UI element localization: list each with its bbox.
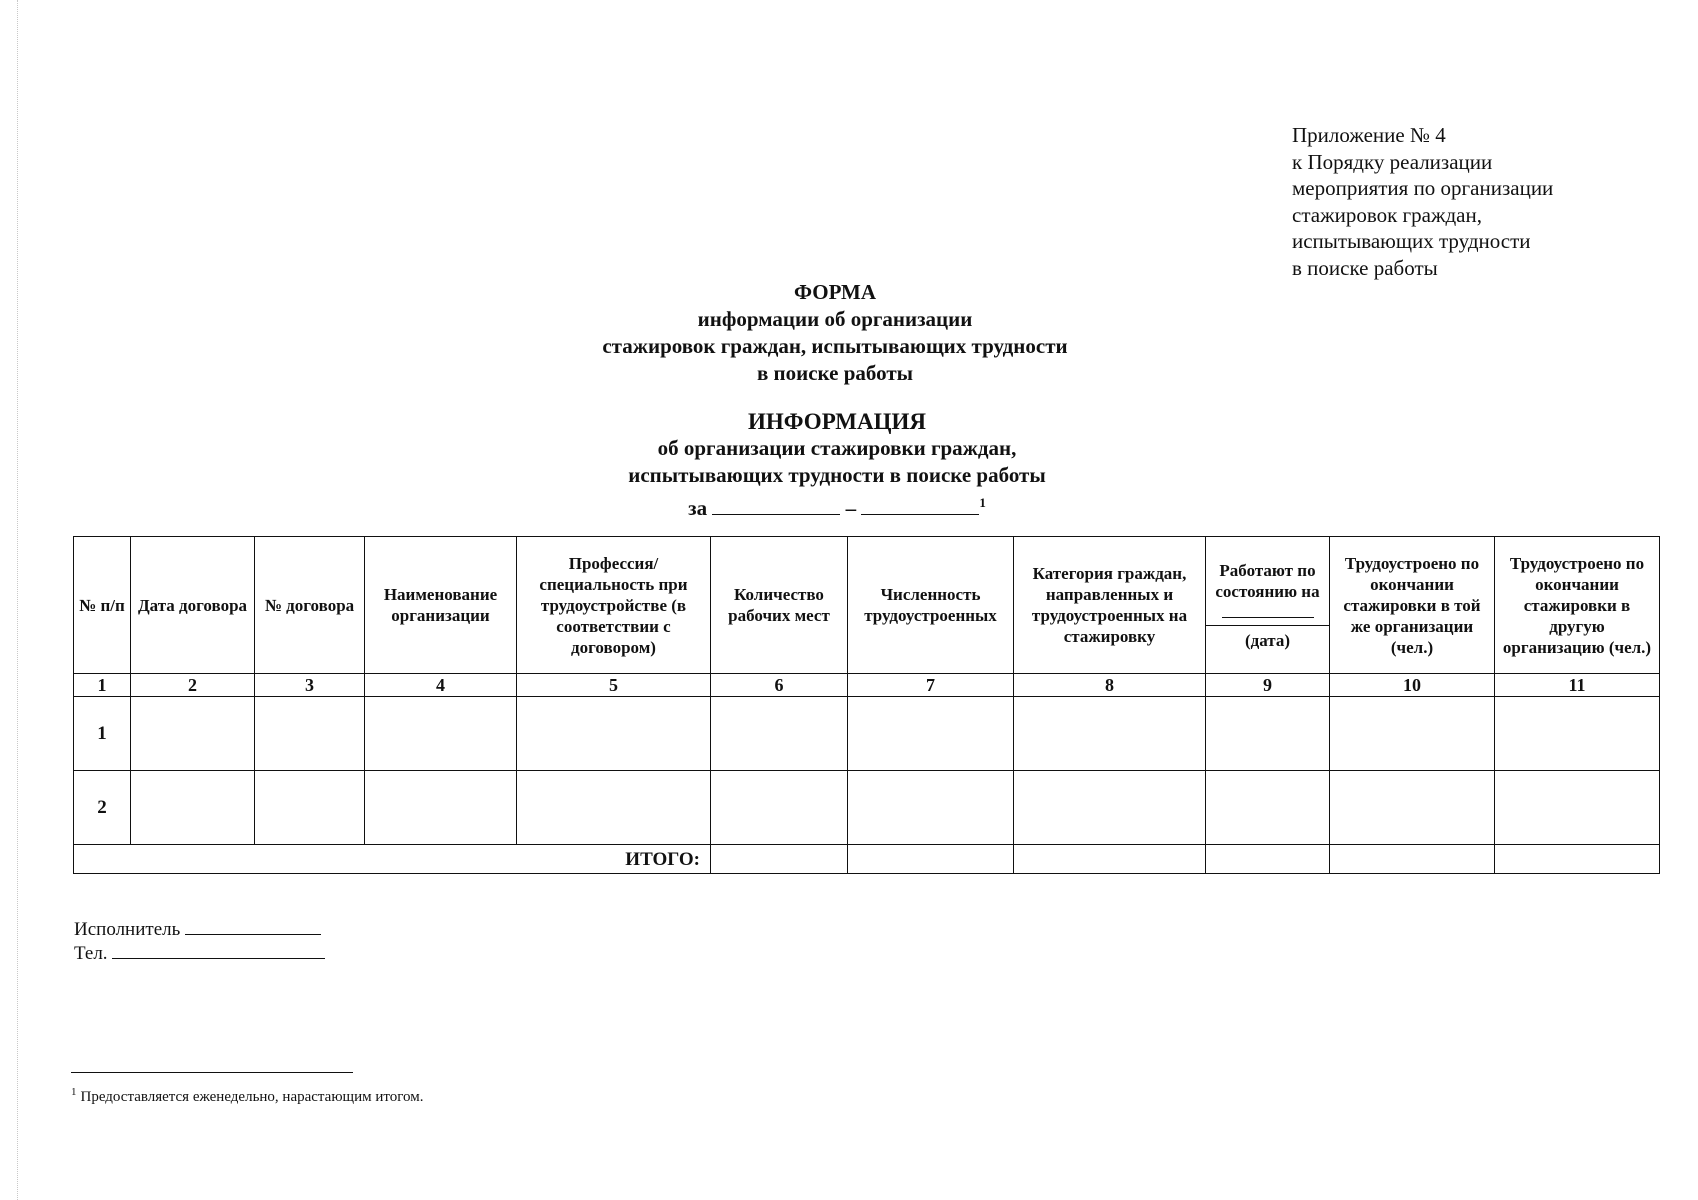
status-date-blank[interactable] [1222,603,1314,618]
table-row [74,771,1660,845]
total-cell[interactable] [1206,845,1330,874]
executor-blank[interactable] [185,918,321,935]
info-title-line: об организации стажировки граждан, [657,436,1017,460]
form-heading: ФОРМА [793,280,877,304]
footnote [71,1086,423,1106]
row-number: 2 [74,771,131,845]
period-end-blank[interactable] [861,496,979,515]
table-cell[interactable] [365,771,517,845]
table-cell[interactable] [1014,697,1206,771]
table-cell[interactable] [1014,771,1206,845]
status-header-text [1208,560,1327,625]
form-title-line: в поиске работы [756,361,914,385]
appendix-note [1292,122,1652,281]
phone-label: Тел. [74,943,108,964]
column-number: 6 [711,674,848,697]
status-date-sub: (дата) [1206,625,1329,651]
column-number: 7 [848,674,1014,697]
row-number: 1 [74,697,131,771]
header-cell: № договора [255,537,365,674]
table-cell[interactable] [1330,771,1495,845]
form-title-line: информации об организации [697,307,973,331]
column-number: 1 [74,674,131,697]
column-number: 5 [517,674,711,697]
header-cell: Численность трудоустроенных [848,537,1014,674]
table-cell[interactable] [1495,771,1660,845]
info-title-block [122,408,1552,522]
status-header-label: Работают по состоянию на [1215,560,1320,601]
header-cell: Наименование организации [365,537,517,674]
info-heading: ИНФОРМАЦИЯ [747,409,927,434]
header-cell-status [1206,537,1330,674]
info-title-line: испытывающих трудности в поиске работы [628,463,1046,487]
appendix-line: мероприятия по организации [1292,176,1554,200]
column-number: 10 [1330,674,1495,697]
scan-edge-line [17,0,18,1200]
header-cell: Количество рабочих мест [711,537,848,674]
footnote-mark: 1 [71,1086,77,1098]
table-cell[interactable] [255,771,365,845]
appendix-line: Приложение № 4 [1292,123,1446,147]
table-cell[interactable] [1206,771,1330,845]
column-number: 3 [255,674,365,697]
table-cell[interactable] [848,771,1014,845]
header-cell: Трудоустроено по окончании стажировки в другую организацию (чел.) [1495,537,1660,674]
table-cell[interactable] [517,697,711,771]
phone-line [74,942,325,966]
table-cell[interactable] [255,697,365,771]
header-cell: Трудоустроено по окончании стажировки в той же организации (чел.) [1330,537,1495,674]
table-cell[interactable] [711,697,848,771]
report-period [122,489,1552,522]
header-cell: № п/п [74,537,131,674]
signer-block [74,918,325,966]
footnote-divider [71,1072,353,1073]
period-start-blank[interactable] [712,496,840,515]
footnote-text: Предоставляется еженедельно, нарастающим итогом. [80,1089,424,1105]
form-title-block [120,279,1550,387]
total-cell[interactable] [848,845,1014,874]
appendix-line: стажировок граждан, [1292,202,1482,227]
column-number: 8 [1014,674,1206,697]
table-cell[interactable] [848,697,1014,771]
header-row [74,537,1660,674]
appendix-line: испытывающих трудности [1292,229,1531,253]
header-cell: Профессия/ специальность при трудоустройстве (в соответствии с договором) [517,537,711,674]
column-number: 4 [365,674,517,697]
phone-blank[interactable] [112,942,325,959]
table-cell[interactable] [1206,697,1330,771]
executor-line [74,918,325,942]
column-number: 9 [1206,674,1330,697]
total-row [74,845,1660,874]
table-cell[interactable] [131,697,255,771]
appendix-line: в поиске работы [1292,255,1438,280]
form-title-line: стажировок граждан, испытывающих трудности [602,334,1068,358]
footnote-mark: 1 [979,495,986,510]
total-cell[interactable] [711,845,848,874]
period-prefix: за [688,496,708,520]
table-cell[interactable] [711,771,848,845]
column-number: 2 [131,674,255,697]
total-cell[interactable] [1330,845,1495,874]
table-row [74,697,1660,771]
table-cell[interactable] [131,771,255,845]
executor-label: Исполнитель [74,919,181,940]
table-cell[interactable] [365,697,517,771]
total-label: ИТОГО: [74,845,711,874]
total-cell[interactable] [1495,845,1660,874]
information-table [73,536,1660,874]
column-number-row [74,674,1660,697]
table-cell[interactable] [1495,697,1660,771]
table-cell[interactable] [1330,697,1495,771]
total-cell[interactable] [1014,845,1206,874]
column-number: 11 [1495,674,1660,697]
appendix-line: к Порядку реализации [1292,149,1493,174]
period-dash: – [845,496,857,520]
header-cell: Дата договора [131,537,255,674]
header-cell: Категория граждан, направленных и трудоустроенных на стажировку [1014,537,1206,674]
table-cell[interactable] [517,771,711,845]
